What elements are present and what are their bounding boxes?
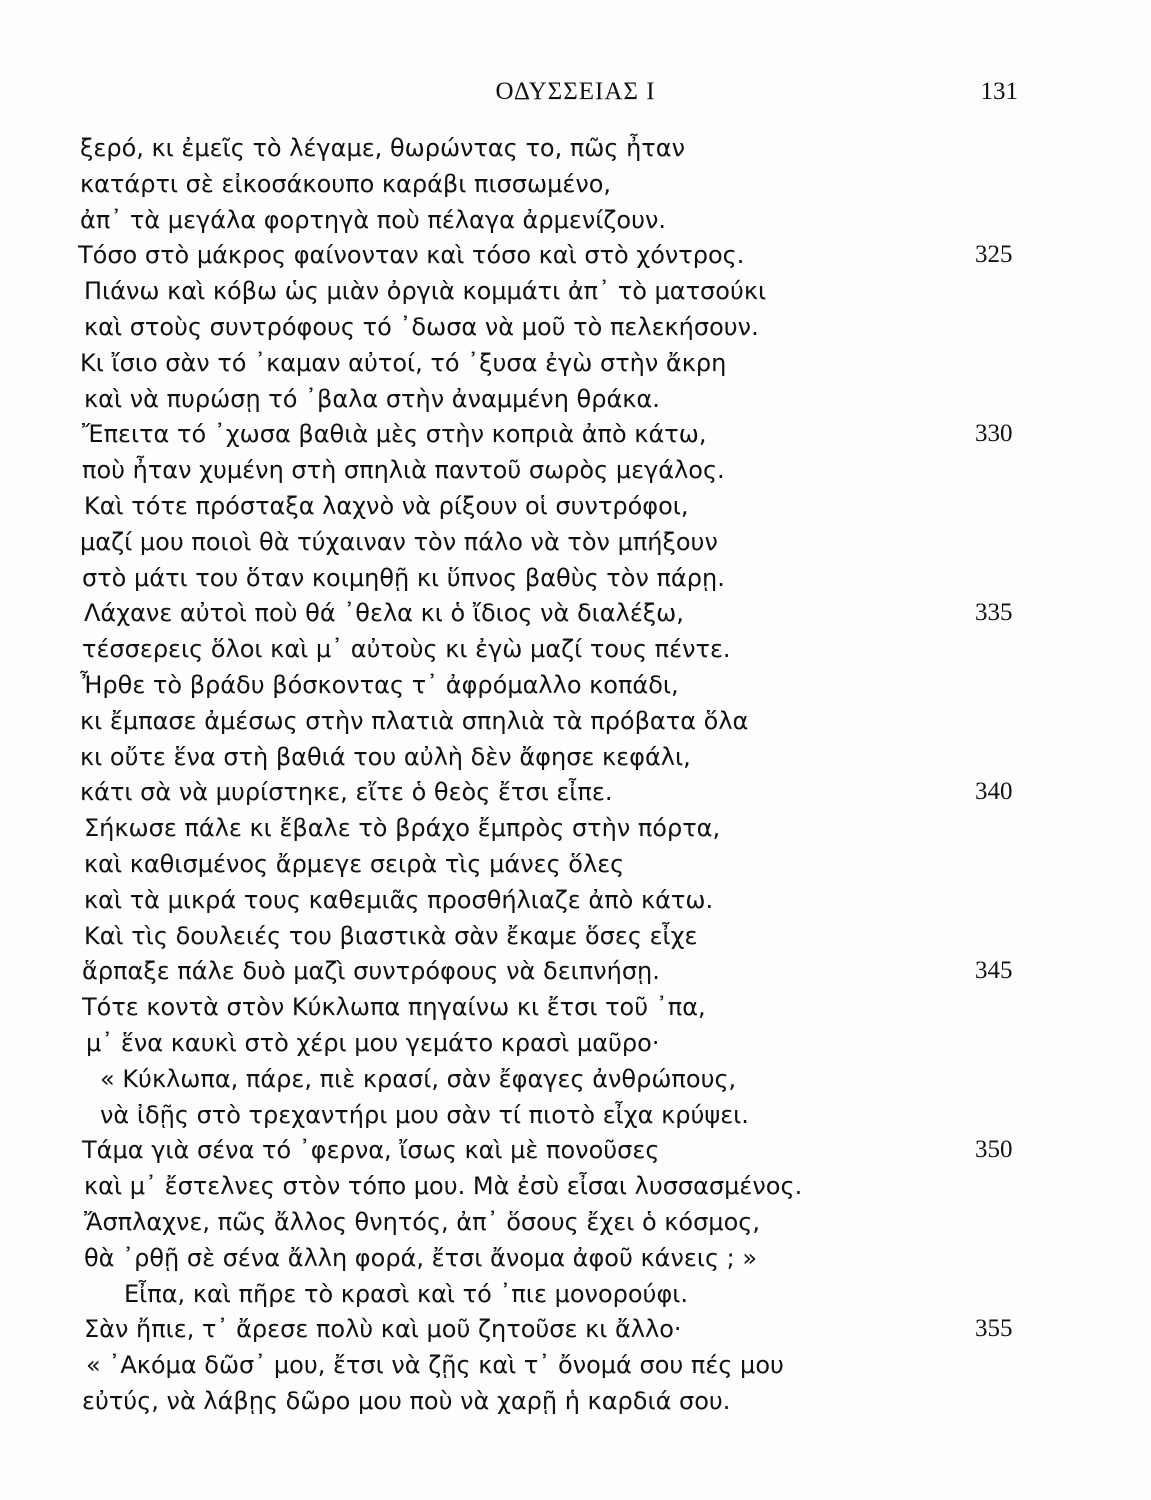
verse-line [0,703,1151,739]
verse-text: Λάχανε αὐτοὶ ποὺ θά ᾽θελα κι ὁ ἴδιος νὰ διαλέξω, [84,599,684,628]
verse-text: καὶ στοὺς συντρόφους τό ᾽δωσα νὰ μοῦ τὸ πελεκήσουν. [84,313,759,341]
verse-text: Πιάνω καὶ κόβω ὡς μιὰν ὀργιὰ κομμάτι ἀπ᾽ τὸ ματσούκι [84,277,767,306]
verse-text: Ἦρθε τὸ βράδυ βόσκοντας τ᾽ ἀφρόμαλλο κοπάδι, [80,671,679,699]
verse-line [0,524,1151,560]
line-number: 345 [975,957,1013,985]
verse-text: καὶ νὰ πυρώσῃ τό ᾽βαλα στὴν ἀναμμένη θράκα. [84,384,660,413]
verse-line [0,631,1151,667]
line-number: 335 [975,599,1013,627]
verse-text: Καὶ τότε πρόσταξα λαχνὸ νὰ ρίξουν οἱ συντρόφοι, [84,492,689,520]
verse-text: μαζί μου ποιοὶ θὰ τύχαιναν τὸν πάλο νὰ τὸν μπήξουν [80,527,718,556]
verse-line [0,237,1151,273]
verse-line [0,667,1151,703]
verse-line [0,1132,1151,1168]
verse-text: ξερό, κι ἐμεῖς τὸ λέγαμε, θωρώντας το, πῶς ἦταν [80,134,685,162]
verse-text: θὰ ᾽ρθῇ σὲ σένα ἄλλη φορά, ἔτσι ἄνομα ἀφοῦ κάνεις ; » [84,1243,758,1272]
verse-line [0,345,1151,381]
verse-text: τέσσερεις ὅλοι καὶ μ᾽ αὐτοὺς κι ἐγὼ μαζί τους πέντε. [82,635,731,664]
verse-text: Εἶπα, καὶ πῆρε τὸ κρασὶ καὶ τό ᾽πιε μονορούφι. [124,1279,689,1308]
line-number: 340 [975,778,1013,806]
verse-line [0,953,1151,989]
verse-text: « Κύκλωπα, πάρε, πιὲ κρασί, σὰν ἔφαγες ἀνθρώπους, [100,1064,737,1093]
verse-line [0,560,1151,596]
verse-text: ἅρπαξε πάλε δυὸ μαζὶ συντρόφους νὰ δειπνήσῃ. [82,957,660,986]
verse-text: κι ἔμπασε ἀμέσως στὴν πλατιὰ σπηλιὰ τὰ πρόβατα ὅλα [80,706,749,735]
verse-line [0,1311,1151,1347]
verse-line [0,202,1151,238]
verse-text: « ᾽Ακόμα δῶσ᾽ μου, ἔτσι νὰ ζῇς καὶ τ᾽ ὄνομά σου πές μου [86,1351,784,1380]
verse-line [0,989,1151,1025]
verse-line [0,774,1151,810]
page-title: ΟΔΥΣΣΕΙΑΣ Ι [495,78,656,105]
verse-line [0,309,1151,345]
verse-text: νὰ ἰδῇς στὸ τρεχαντήρι μου σὰν τί πιοτὸ εἶχα κρύψει. [100,1100,749,1129]
verse-line [0,882,1151,918]
verse-text: Σήκωσε πάλε κι ἔβαλε τὸ βράχο ἔμπρὸς στὴν πόρτα, [84,814,721,843]
verse-text: κατάρτι σὲ εἰκοσάκουπο καράβι πισσωμένο, [80,169,612,198]
verse-text: καὶ τὰ μικρά τους καθεμιᾶς προσθήλιαζε ἀπὸ κάτω. [84,885,714,914]
verse-line [0,452,1151,488]
verse-text: Ἔπειτα τό ᾽χωσα βαθιὰ μὲς στὴν κοπριὰ ἀπὸ κάτω, [82,420,707,449]
verse-text: μ᾽ ἕνα καυκὶ στὸ χέρι μου γεμάτο κρασὶ μαῦρο· [86,1029,660,1057]
verse-line [0,1168,1151,1204]
verse-line [0,739,1151,775]
verse-line [0,810,1151,846]
verse-text: Καὶ τὶς δουλειές του βιαστικὰ σὰν ἔκαμε ὅσες εἶχε [84,921,698,950]
line-number: 330 [975,420,1013,448]
verse-line [0,166,1151,202]
verse-text: ἀπ᾽ τὰ μεγάλα φορτηγὰ ποὺ πέλαγα ἀρμενίζουν. [80,205,667,234]
verse-line [0,488,1151,524]
verse-text: εὐτύς, νὰ λάβῃς δῶρο μου ποὺ νὰ χαρῇ ἡ καρδιά σου. [82,1387,731,1415]
verse-text: Τόσο στὸ μάκρος φαίνονταν καὶ τόσο καὶ στὸ χόντρος. [78,241,745,270]
verse-line [0,130,1151,166]
verse-line [0,416,1151,452]
line-number: 325 [975,241,1013,269]
line-number: 355 [975,1315,1013,1343]
verse-text: καὶ μ᾽ ἔστελνες στὸν τόπο μου. Μὰ ἐσὺ εἶσαι λυσσασμένος. [84,1172,803,1201]
verse-line [0,1383,1151,1419]
verse-line [0,273,1151,309]
verse-line [0,1204,1151,1240]
verse-text: κάτι σὰ νὰ μυρίστηκε, εἴτε ὁ θεὸς ἔτσι εἶπε. [80,778,613,807]
verse-line [0,846,1151,882]
verse-line [0,381,1151,417]
verse-text: καὶ καθισμένος ἄρμεγε σειρὰ τὶς μάνες ὅλες [84,850,625,878]
verse-line [0,1240,1151,1276]
verse-line [0,1061,1151,1097]
verse-text: Τότε κοντὰ στὸν Κύκλωπα πηγαίνω κι ἔτσι τοῦ ᾽πα, [82,993,706,1022]
verse-line [0,595,1151,631]
verse-line [0,1276,1151,1312]
verse-text: Ἄσπλαχνε, πῶς ἄλλος θνητός, ἀπ᾽ ὅσους ἔχει ὁ κόσμος, [84,1208,760,1236]
verse-text: Κι ἴσιο σὰν τό ᾽καμαν αὐτοί, τό ᾽ξυσα ἐγὼ στὴν ἄκρη [80,348,727,377]
verse-text: κι οὔτε ἕνα στὴ βαθιά του αὐλὴ δὲν ἄφησε κεφάλι, [80,742,691,771]
page-number: 131 [980,78,1018,105]
line-number: 350 [975,1136,1013,1164]
verse-text: Σὰν ἤπιε, τ᾽ ἄρεσε πολὺ καὶ μοῦ ζητοῦσε κι ἄλλο· [84,1315,682,1344]
verse-line [0,1025,1151,1061]
verse-text: ποὺ ἦταν χυμένη στὴ σπηλιὰ παντοῦ σωρὸς μεγάλος. [82,456,725,485]
verse-line [0,1097,1151,1133]
verse-text: στὸ μάτι του ὅταν κοιμηθῇ κι ὕπνος βαθὺς τὸν πάρῃ. [82,563,725,592]
verse-text: Τάμα γιὰ σένα τό ᾽φερνα, ἴσως καὶ μὲ πονοῦσες [82,1136,660,1165]
verse-line [0,918,1151,954]
verse-line [0,1347,1151,1383]
